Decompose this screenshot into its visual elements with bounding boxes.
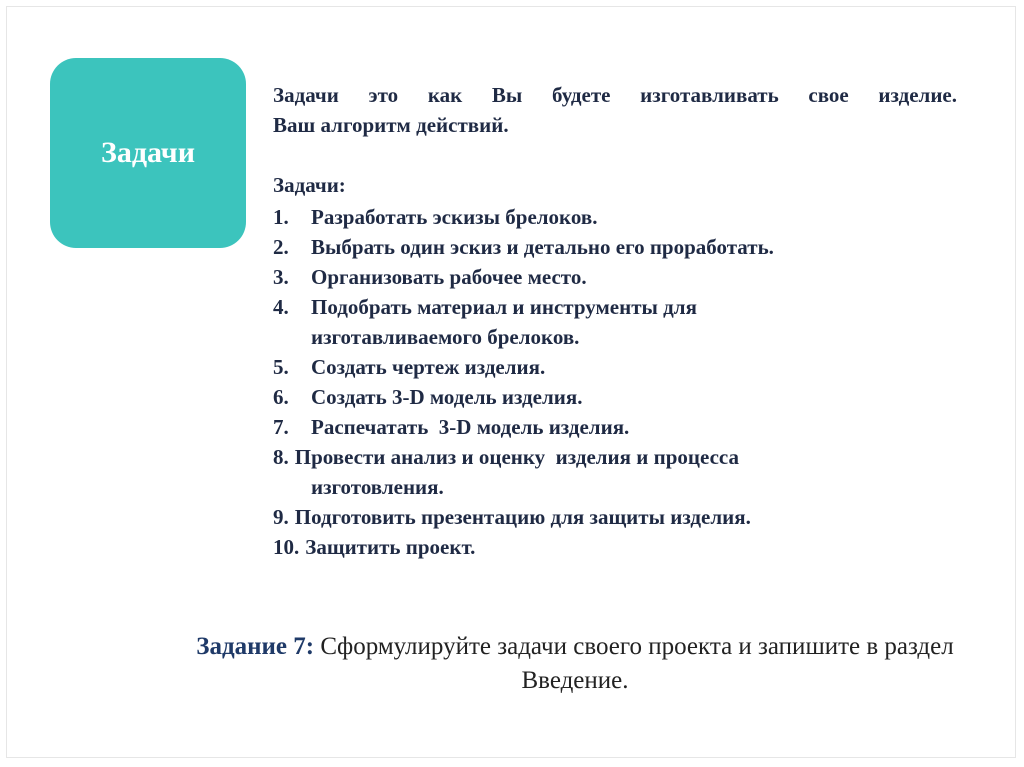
task-number: 5. [273, 355, 289, 379]
task-text: Создать 3-D модель изделия. [311, 385, 583, 409]
task-item [273, 232, 963, 262]
assignment-text: Сформулируйте задачи своего проекта и запишите в раздел Введение. [320, 633, 954, 694]
task-item [273, 202, 963, 232]
task-number: 1. [273, 205, 289, 229]
task-text-continuation: изготовления. [311, 475, 444, 499]
task-number: 7. [273, 415, 289, 439]
task-number: 4. [273, 295, 289, 319]
task-number: 10. [273, 535, 300, 559]
tasks-list-title: Задачи: [273, 173, 346, 197]
task-number: 2. [273, 235, 289, 259]
task-item [273, 292, 963, 322]
task-text: Распечатать 3-D модель изделия. [311, 415, 630, 439]
tasks-badge [50, 58, 246, 248]
tasks-list [273, 170, 963, 562]
task-text: Разработать эскизы брелоков. [311, 205, 598, 229]
task-text: Подобрать материал и инструменты для [311, 295, 697, 319]
task-item [273, 382, 963, 412]
task-item [273, 412, 963, 442]
task-text: Провести анализ и оценку изделия и процесса [294, 445, 739, 469]
intro-text [273, 80, 957, 140]
task-text: Выбрать один эскиз и детально его проработать. [311, 235, 774, 259]
tasks-badge-label: Задачи [100, 136, 195, 169]
task-number: 9. [273, 505, 289, 529]
task-item [273, 352, 963, 382]
intro-line-2: Ваш алгоритм действий. [273, 113, 509, 137]
task-text: Организовать рабочее место. [311, 265, 587, 289]
task-item [273, 532, 963, 562]
task-number: 6. [273, 385, 289, 409]
intro-line-1: Задачи это как Вы будете изготавливать свое изделие. [273, 83, 957, 107]
task-item [273, 262, 963, 292]
assignment-label: Задание 7: [196, 633, 315, 660]
task-number: 8. [273, 445, 289, 469]
task-item [273, 502, 963, 532]
task-text-continuation: изготавливаемого брелоков. [311, 325, 580, 349]
task-number: 3. [273, 265, 289, 289]
task-text: Защитить проект. [305, 535, 476, 559]
task-text: Подготовить презентацию для защиты изделия. [294, 505, 751, 529]
task-text: Создать чертеж изделия. [311, 355, 546, 379]
task-item [273, 442, 963, 472]
assignment [150, 630, 1000, 698]
